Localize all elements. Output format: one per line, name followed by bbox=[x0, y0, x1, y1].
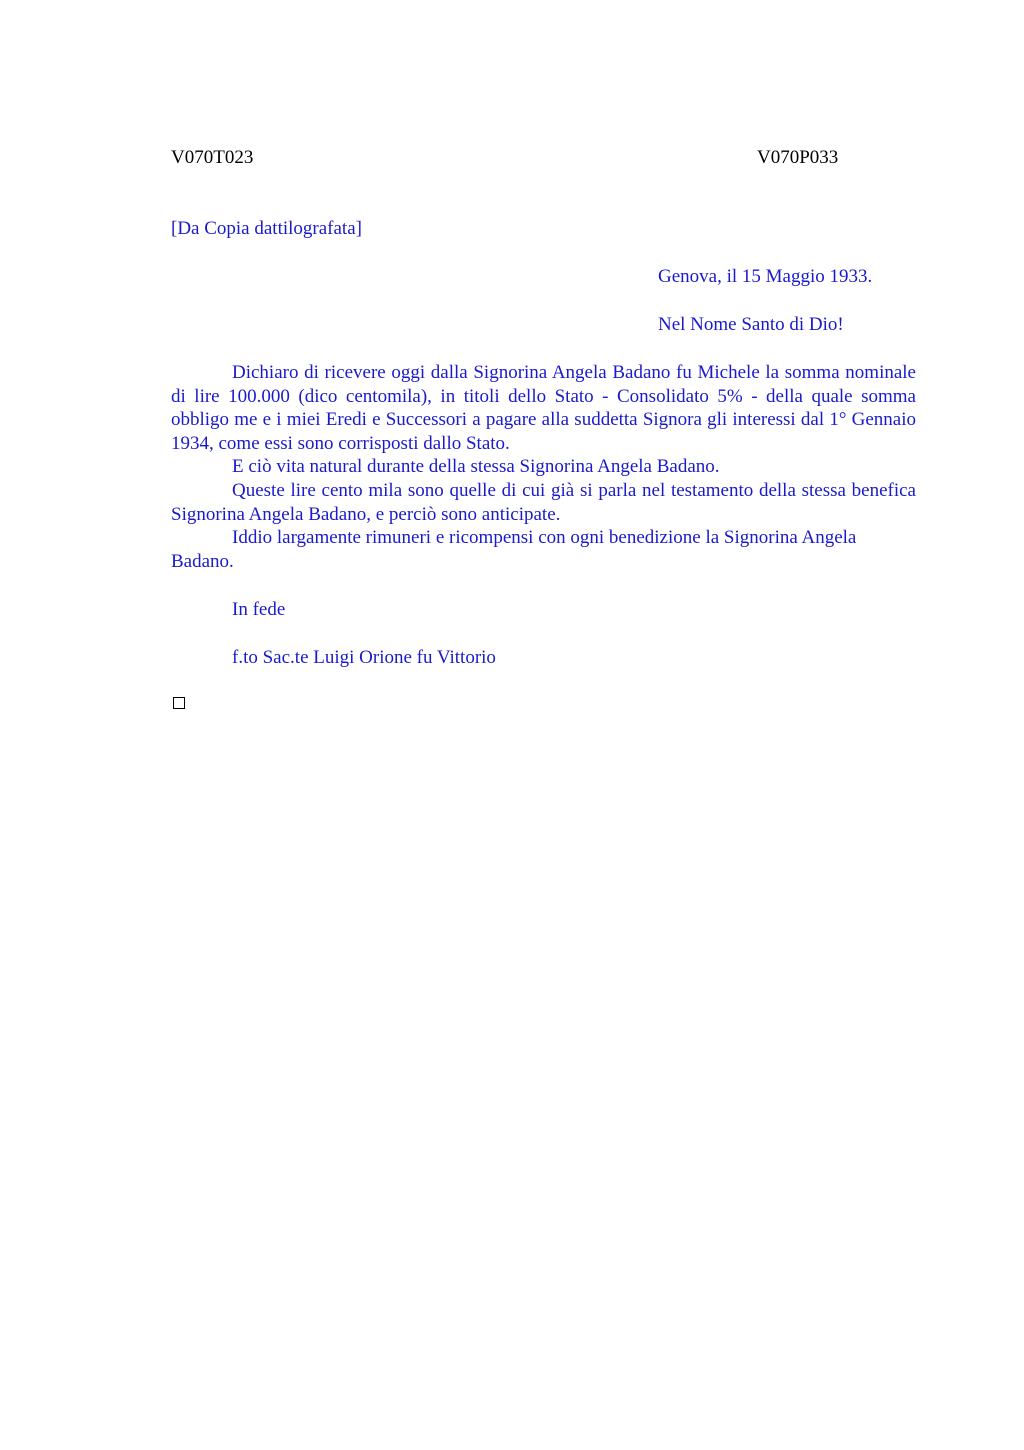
document-code-right: V070P033 bbox=[757, 147, 839, 168]
invocation: Nel Nome Santo di Dio! bbox=[658, 314, 844, 335]
paragraph-lifetime: E ciò vita natural durante della stessa Signorina Angela Badano. bbox=[232, 456, 720, 478]
source-note: [Da Copia dattilografata] bbox=[171, 218, 362, 239]
paragraph-declaration: Dichiaro di ricevere oggi dalla Signorina Angela Badano fu Michele la somma nominale di lire 100.000 (dico centomila), in titoli dello Stato - Consolidato 5% - della quale somma obbligo me e i miei Eredi e Successori a pagare alla suddetta Signora gli interessi dal 1° Gennaio 1934, come essi sono corrisposti dallo Stato. bbox=[171, 362, 916, 454]
date-line: Genova, il 15 Maggio 1933. bbox=[658, 266, 873, 287]
signature: f.to Sac.te Luigi Orione fu Vittorio bbox=[232, 647, 496, 668]
document-code-left: V070T023 bbox=[171, 147, 254, 168]
closing: In fede bbox=[232, 599, 286, 620]
paragraph-testament: Queste lire cento mila sono quelle di cui già si parla nel testamento della stessa benefica Signorina Angela Badano, e perciò sono anticipate. bbox=[171, 479, 916, 525]
letter-body bbox=[171, 361, 916, 573]
empty-square-icon bbox=[173, 697, 185, 709]
paragraph-blessing: Iddio largamente rimuneri e ricompensi con ogni benedizione la Signorina Angela Badano. bbox=[171, 527, 857, 572]
